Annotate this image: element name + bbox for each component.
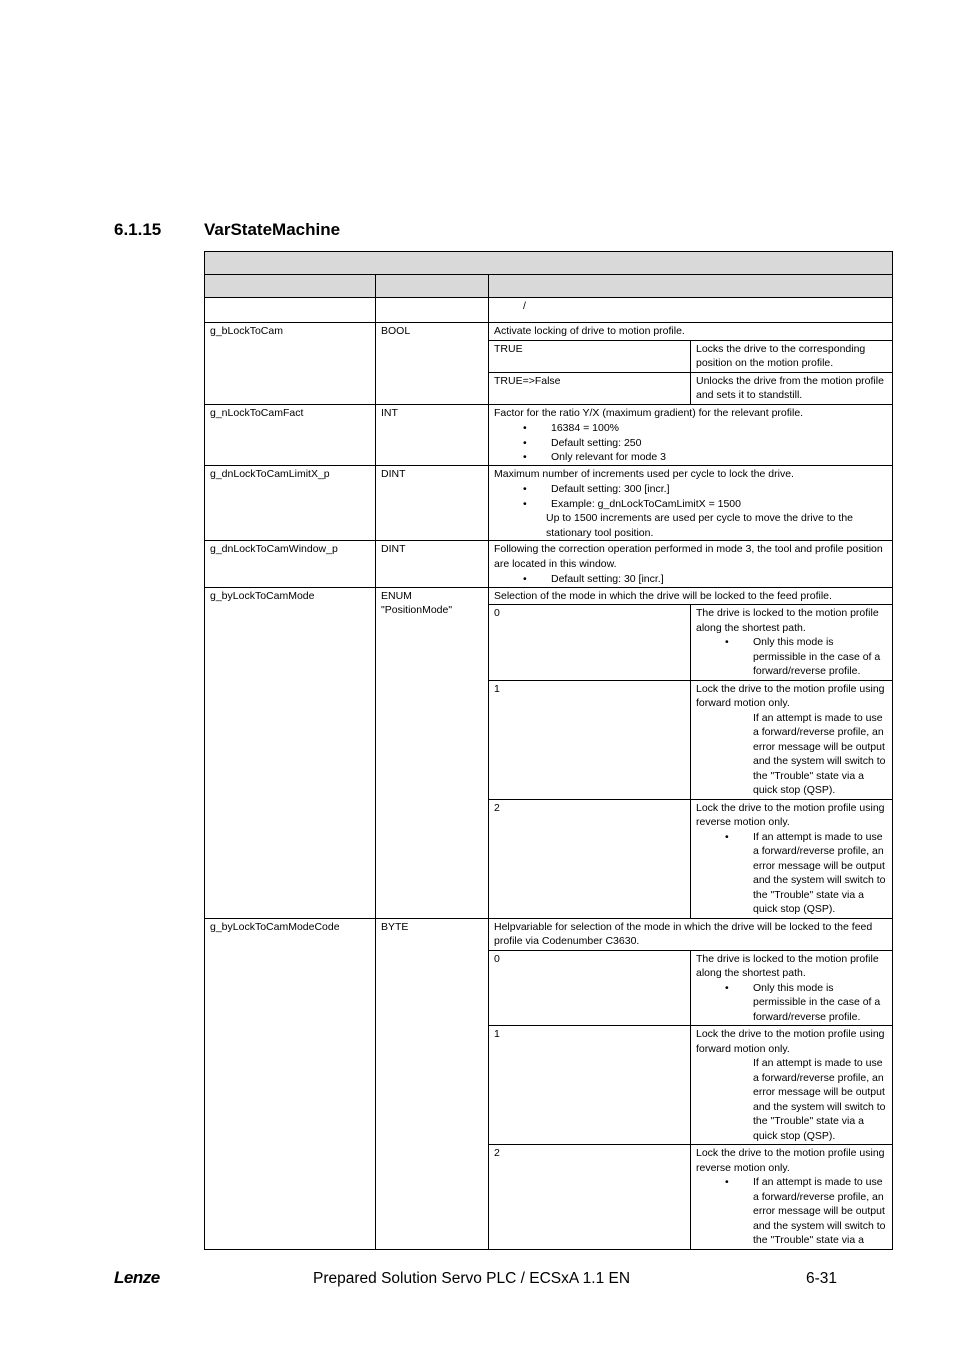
value-row (489, 340, 892, 372)
var-description-cell (489, 465, 893, 541)
value-desc (691, 372, 893, 404)
value-text: The drive is locked to the motion profile along the shortest path. (696, 952, 879, 979)
variable-table (204, 251, 893, 1250)
bullet-list (489, 572, 892, 587)
var-name: g_byLockToCamMode (205, 587, 376, 918)
var-name: g_byLockToCamModeCode (205, 918, 376, 1249)
var-note: Up to 1500 increments are used per cycle to move the drive to the stationary tool position. (546, 512, 853, 539)
var-type-cell (376, 918, 489, 1249)
value-bullet-list (696, 1175, 887, 1248)
value-row (489, 605, 892, 681)
value-text: Lock the drive to the motion profile using reverse motion only. (696, 801, 885, 828)
var-description: Selection of the mode in which the drive will be locked to the feed profile. (494, 589, 832, 602)
var-type-cell (376, 587, 489, 918)
var-name: g_bLockToCam (205, 323, 376, 405)
var-type-cell (376, 465, 489, 541)
value-table (489, 340, 892, 404)
value-desc (691, 799, 893, 918)
var-description-cell (489, 404, 893, 465)
table-row (205, 404, 893, 465)
value-key: 0 (489, 950, 691, 1026)
value-text: Unlocks the drive from the motion profile and sets it to standstill. (696, 374, 884, 401)
table-body (205, 323, 893, 1250)
bullet-item: • 16384 = 100% (494, 421, 887, 436)
bullet-list (489, 421, 892, 465)
value-bullet: • If an attempt is made to use a forward/reverse profile, an error message will be output and the system will switch to the "Trouble" state via a (696, 1175, 887, 1248)
var-description-cell (489, 323, 893, 405)
section-title: VarStateMachine (204, 220, 341, 239)
value-row (489, 950, 892, 1026)
bullet-item: • Default setting: 250 (494, 436, 887, 451)
value-bullet: • Only this mode is permissible in the case of a forward/reverse profile. (696, 635, 887, 679)
footer-title: Prepared Solution Servo PLC / ECSxA 1.1 EN (313, 1270, 631, 1287)
table-row (205, 918, 893, 1249)
value-text: The drive is locked to the motion profile along the shortest path. (696, 607, 879, 634)
value-key: 2 (489, 799, 691, 918)
value-desc (691, 605, 893, 681)
bullet-item: • Default setting: 300 [incr.] (494, 482, 887, 497)
value-row (489, 680, 892, 799)
value-bullet: • If an attempt is made to use a forward/reverse profile, an error message will be output and the system will switch to the "Trouble" state via a quick stop (QSP). (696, 830, 887, 917)
var-type-detail: "PositionMode" (381, 604, 453, 616)
page-number: 6-31 (806, 1270, 838, 1287)
var-type-cell (376, 404, 489, 465)
var-type: BYTE (381, 920, 409, 933)
value-key: TRUE=>False (489, 372, 691, 404)
var-description-cell (489, 587, 893, 918)
value-desc (691, 950, 893, 1026)
bullet-item: • Example: g_dnLockToCamLimitX = 1500 (494, 497, 887, 512)
var-description: Following the correction operation performed in mode 3, the tool and profile position are located in this window. (494, 543, 883, 570)
value-text: Lock the drive to the motion profile using forward motion only. (696, 1028, 885, 1055)
value-bullet: • Only this mode is permissible in the case of a forward/reverse profile. (696, 981, 887, 1025)
var-description: Helpvariable for selection of the mode in which the drive will be locked to the feed profile via Codenumber C3630. (494, 920, 873, 947)
value-key: 1 (489, 680, 691, 799)
bullet-item: • Default setting: 30 [incr.] (494, 572, 887, 587)
value-row (489, 1026, 892, 1145)
value-key: 1 (489, 1026, 691, 1145)
value-bullet-list (696, 981, 887, 1025)
value-text: Lock the drive to the motion profile using forward motion only. (696, 682, 885, 709)
var-description-cell (489, 918, 893, 1249)
var-description-cell (489, 541, 893, 588)
lenze-logo: Lenze (114, 1268, 160, 1287)
var-type-cell (376, 323, 489, 405)
value-key: 2 (489, 1145, 691, 1249)
value-key: TRUE (489, 340, 691, 372)
table-row (205, 465, 893, 541)
var-type: DINT (381, 543, 406, 555)
table-row (205, 541, 893, 588)
var-description: Maximum number of increments used per cycle to lock the drive. (494, 467, 794, 480)
var-type: INT (381, 406, 398, 419)
value-table (489, 604, 892, 918)
value-desc (691, 1026, 893, 1145)
table-header-2 (205, 275, 893, 298)
value-bullet-list (696, 635, 887, 679)
var-type-cell (376, 541, 489, 588)
table-header-3 (205, 298, 893, 323)
bullet-list (489, 482, 892, 511)
value-desc (691, 340, 893, 372)
value-row (489, 799, 892, 918)
table-row (205, 323, 893, 405)
value-desc (691, 680, 893, 799)
value-note: If an attempt is made to use a forward/reverse profile, an error message will be output and the system will switch to the "Trouble" state via a quick stop (QSP). (753, 1057, 886, 1142)
var-name: g_dnLockToCamLimitX_p (205, 465, 376, 541)
table-row (205, 587, 893, 918)
section-number: 6.1.15 (114, 220, 162, 239)
value-row (489, 1145, 892, 1249)
value-text: Lock the drive to the motion profile using reverse motion only. (696, 1147, 885, 1174)
bullet-item: • Only relevant for mode 3 (494, 450, 887, 465)
var-name: g_dnLockToCamWindow_p (205, 541, 376, 588)
header-slash: / (489, 298, 893, 323)
value-desc (691, 1145, 893, 1249)
value-bullet-list (696, 830, 887, 917)
value-note: If an attempt is made to use a forward/reverse profile, an error message will be output and the system will switch to the "Trouble" state via a quick stop (QSP). (753, 711, 886, 796)
value-table (489, 950, 892, 1249)
table-header-1 (205, 252, 893, 275)
var-description: Factor for the ratio Y/X (maximum gradient) for the relevant profile. (494, 406, 804, 419)
var-name: g_nLockToCamFact (205, 404, 376, 465)
value-row (489, 372, 892, 404)
var-type: BOOL (381, 325, 411, 337)
var-description: Activate locking of drive to motion profile. (494, 325, 685, 337)
var-type: ENUM (381, 589, 412, 602)
value-text: Locks the drive to the corresponding position on the motion profile. (696, 342, 866, 369)
var-type: DINT (381, 467, 406, 480)
value-key: 0 (489, 605, 691, 681)
